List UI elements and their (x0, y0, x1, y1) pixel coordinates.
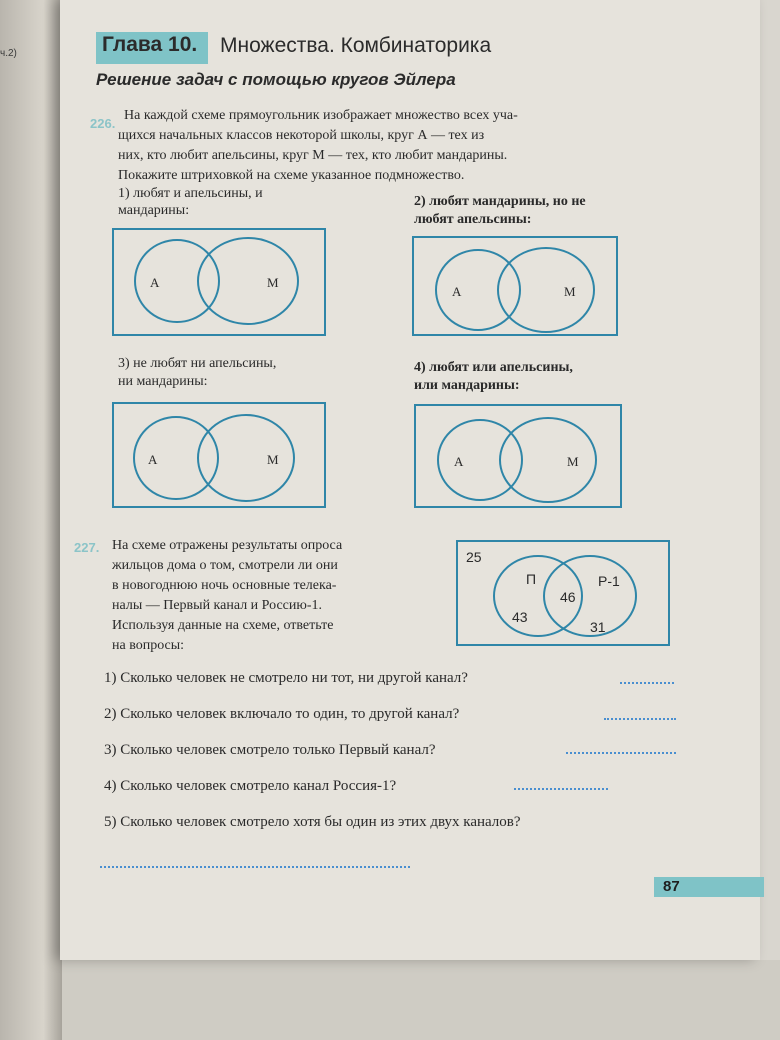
circle-m-label: М (267, 275, 279, 290)
chapter-title: Множества. Комбинаторика (220, 34, 492, 57)
question-1: 1) Сколько человек не смотрело ни тот, ни другой канал? (104, 670, 468, 686)
task-number: 226. (90, 116, 116, 131)
task-text-line: Покажите штриховкой на схеме указанное подмножество. (118, 168, 465, 183)
venn-diagram-4[interactable] (414, 404, 622, 508)
task-text-line: щихся начальных классов некоторой школы, круг А — тех из (118, 128, 485, 143)
task-text-line: них, кто любит апельсины, круг М — тех, кто любит мандарины. (118, 148, 508, 163)
task-number: 227. (74, 540, 100, 555)
subtask-label: мандарины: (118, 203, 190, 218)
answer-line-5[interactable] (100, 866, 410, 868)
venn-diagram-2[interactable] (412, 236, 618, 336)
only-p-count: 43 (512, 609, 528, 625)
spine-text: ч.2) (0, 48, 17, 59)
question-2: 2) Сколько человек включало то один, то другой канал? (104, 706, 460, 722)
channel-r-label: Р-1 (598, 573, 620, 589)
task-text-line: На схеме отражены результаты опроса (112, 538, 343, 553)
subtask-label: любят апельсины: (414, 212, 532, 227)
circle-m-label: М (267, 452, 279, 467)
page-number: 87 (663, 878, 680, 895)
task-text-line: жильцов дома о том, смотрели ли они (112, 558, 338, 573)
circle-m-label: М (567, 454, 579, 469)
only-r-count: 31 (590, 619, 606, 635)
task-text-line: в новогоднюю ночь основные телека- (112, 578, 337, 593)
answer-line-2[interactable] (604, 718, 676, 720)
circle-m-label: М (564, 284, 576, 299)
venn-diagram-1[interactable] (112, 228, 326, 336)
circle-a-label: А (454, 454, 464, 469)
subtask-label: 1) любят и апельсины, и (118, 186, 263, 201)
subtask-label: или мандарины: (414, 378, 520, 393)
task-text-line: налы — Первый канал и Россию-1. (112, 598, 322, 613)
both-count: 46 (560, 589, 576, 605)
chapter-label: Глава 10. (102, 33, 198, 56)
survey-venn-diagram (456, 540, 670, 646)
channel-p-label: П (526, 571, 537, 587)
circle-a-label: А (148, 452, 158, 467)
circle-a-label: А (452, 284, 462, 299)
answer-line-4[interactable] (514, 788, 608, 790)
answer-line-1[interactable] (620, 682, 674, 684)
question-5: 5) Сколько человек смотрело хотя бы один из этих двух каналов? (104, 814, 521, 830)
subtask-label: 4) любят или апельсины, (414, 360, 573, 375)
task-text-line: на вопросы: (112, 638, 185, 653)
circle-a-label: А (150, 275, 160, 290)
subtask-label: 2) любят мандарины, но не (414, 194, 586, 209)
subtask-label: ни мандарины: (118, 374, 208, 389)
question-3: 3) Сколько человек смотрело только Первый канал? (104, 742, 436, 758)
book-spine (0, 0, 62, 1040)
venn-diagram-3[interactable] (112, 402, 326, 508)
task-text-line: На каждой схеме прямоугольник изображает множество всех уча- (124, 108, 518, 123)
outside-count: 25 (466, 549, 482, 565)
question-4: 4) Сколько человек смотрело канал Россия-1? (104, 778, 397, 794)
task-text-line: Используя данные на схеме, ответьте (112, 618, 334, 633)
answer-line-3[interactable] (566, 752, 676, 754)
section-title: Решение задач с помощью кругов Эйлера (96, 70, 456, 89)
desk-background (0, 960, 780, 1040)
subtask-label: 3) не любят ни апельсины, (118, 356, 277, 371)
